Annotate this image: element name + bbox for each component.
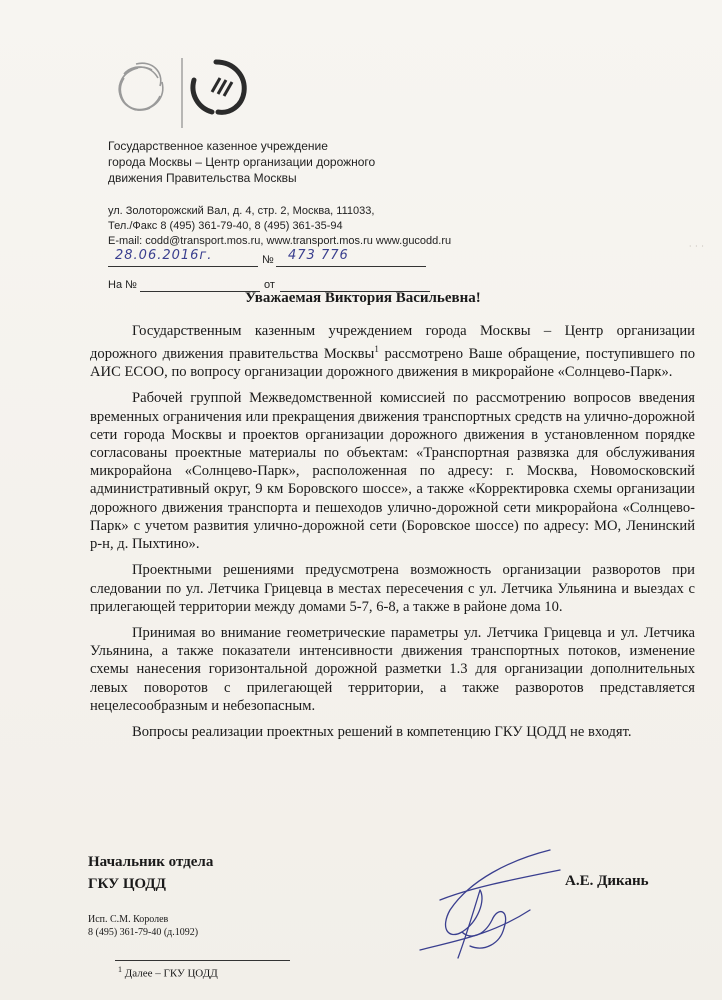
email-line: E-mail: codd@transport.mos.ru, www.transport.mos.ru www.gucodd.ru [108,235,452,247]
executor-phone: 8 (495) 361-79-40 (д.1092) [88,927,199,938]
org-line: города Москвы – Центр организации дорожного [108,155,376,169]
footnote-reference: 1 [374,344,379,355]
paragraph-1-part-b: рассмотрено Ваше обращение, поступившего по АИС ЕСОО, по вопросу организации дорожного движения в микрорайоне «Солнцево-Парк». [90,346,696,381]
footnote [118,965,378,980]
handwritten-signature [400,840,570,970]
paragraph-5: Вопросы реализации проектных решений в компетенцию ГКУ ЦОДД не входят. [132,723,632,740]
signatory-organization: ГКУ ЦОДД [88,876,166,892]
paragraph-1 [90,322,695,381]
footnote-text: Далее – ГКУ ЦОДД [122,967,218,980]
reference-label: На № [108,279,137,291]
number-underline [276,266,426,267]
logo-mark-left [119,63,163,110]
greeting: Уважаемая Виктория Васильевна! [245,290,481,306]
org-line: Государственное казенное учреждение [108,139,328,153]
executor-name: Исп. С.М. Королев [88,914,169,925]
signatory-name: А.Е. Дикань [565,873,649,889]
signatory-position: Начальник отдела [88,854,214,870]
bleed-through-text: ∙ ∙ ∙ [688,240,704,252]
codd-logo [108,48,258,138]
registration-date: 28.06.2016г. [115,248,213,263]
paragraph-4: Принимая во внимание геометрические параметры ул. Летчика Грицевца и ул. Летчика Ульянина, а также показатели интенсивности движения транспортных потоков, изменение схемы нанесения горизонтальной дорожной разметки 1.3 для организации дополнительных левых поворотов с прилегающей территории, а также разворотов представляется нецелесообразным и небезопасным. [90,624,695,714]
letter-body [90,322,695,749]
org-line: движения Правительства Москвы [108,171,297,185]
from-label: от [264,279,275,291]
number-label: № [262,254,274,266]
phone-line: Тел./Факс 8 (495) 361-79-40, 8 (495) 361-35-94 [108,220,343,232]
organization-name [108,138,438,186]
footnote-separator [115,960,290,961]
paragraph-1-part-a: Государственным казенным учреждением города Москвы – Центр организации дорожного движения правительства Москвы [90,323,695,363]
address-line: ул. Золоторожский Вал, д. 4, стр. 2, Москва, 111033, [108,205,375,217]
signatory-title [88,851,308,895]
registration-number: 473 776 [288,248,349,263]
paragraph-2: Рабочей группой Межведомственной комиссией по рассмотрению вопросов введения временных ограничения или прекращения движения транспортных средств на улично-дорожной сети города Москвы и проектов организации дорожного движения в установленном порядке согласованы проектные материалы по объектам: «Транспортная развязка для обслуживания микрорайона «Солнцево-Парк», расположенная по адресу: г. Москва, Новомосковский административный округ, 9 км Боровского шоссе», а также «Корректировка схемы организации дорожного движения транспорта и пешеходов улично-дорожной сети микрорайона «Солнцево-Парк» с учетом развития улично-дорожной сети (Боровское шоссе) по адресу: МО, Ленинский р-н, д. Пыхтино». [90,390,695,553]
executor-info [88,913,308,939]
reference-underline [140,291,260,292]
logo-mark-right [193,62,244,112]
date-underline [108,266,258,267]
paragraph-3: Проектными решениями предусмотрена возможность организации разворотов при следовании по ул. Летчика Грицевца в местах пересечения с ул. Летчика Ульянина и выездах с прилегающей территории между домами 5-7, 6-8, а также в районе дома 10. [90,562,695,615]
organization-address [108,204,468,249]
footnote-mark: 1 [118,965,122,974]
